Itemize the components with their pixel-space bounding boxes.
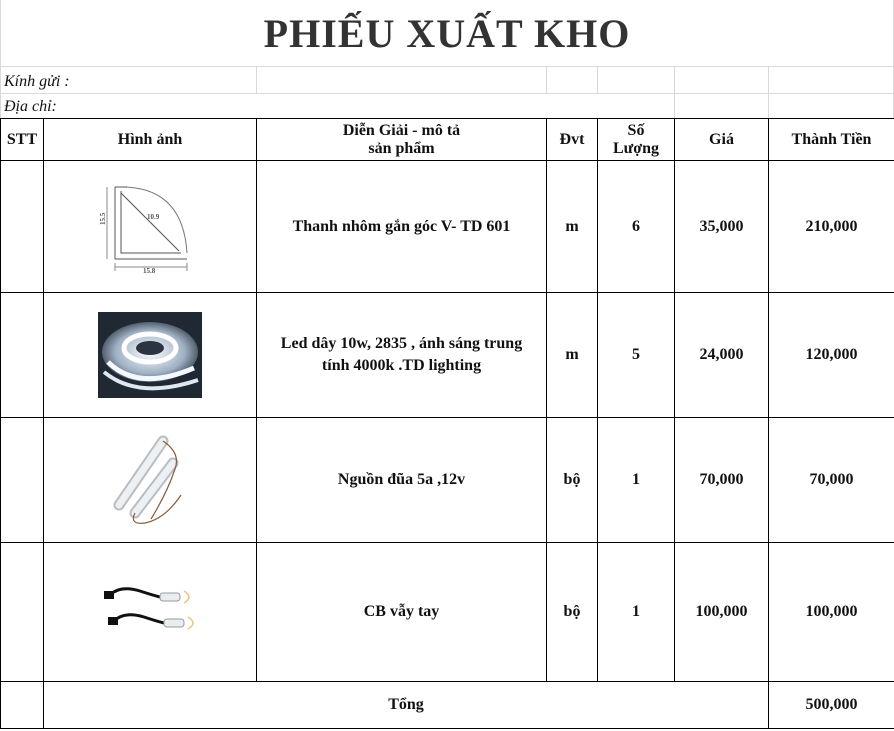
cell-description: [257, 418, 547, 543]
cell-total: 70,000: [769, 418, 894, 543]
description-line2: tính 4000k .TD lighting: [321, 357, 482, 374]
cell-unit: m: [547, 293, 598, 418]
table-header-row: [1, 119, 894, 161]
gridline: [768, 66, 769, 118]
description-line1: Nguồn đũa 5a ,12v: [337, 471, 466, 488]
cell-stt: [1, 543, 44, 682]
cell-total: 120,000: [769, 293, 894, 418]
gridline: [256, 66, 257, 93]
table-row: [1, 293, 894, 418]
cell-stt: [1, 293, 44, 418]
cell-description: [257, 543, 547, 682]
header-quantity: [598, 119, 675, 161]
aluminum-corner-profile-icon: [95, 179, 205, 274]
hand-wave-sensor-icon: [100, 577, 200, 647]
gridline: [546, 66, 547, 93]
gridline: [0, 93, 894, 94]
dimension-label-height: 15.5: [99, 212, 107, 225]
cell-stt: [1, 418, 44, 543]
cell-quantity: 5: [598, 293, 675, 418]
header-price: Giá: [675, 119, 769, 161]
cell-price: 100,000: [675, 543, 769, 682]
cell-description: [257, 293, 547, 418]
cell-unit: bộ: [547, 418, 598, 543]
recipient-label: Kính gửi :: [4, 73, 70, 90]
cell-image: [44, 161, 257, 293]
header-total: Thành Tiền: [769, 119, 894, 161]
power-supply-sticks-icon: [105, 433, 195, 527]
cell-image: [44, 418, 257, 543]
cell-stt: [1, 161, 44, 293]
gridline: [674, 66, 675, 118]
description-line1: Thanh nhôm gắn góc V- TD 601: [292, 217, 511, 235]
dimension-label-diagonal: 10.9: [147, 213, 160, 221]
header-quantity-line2: Lượng: [612, 139, 660, 157]
table-row: [1, 418, 894, 543]
cell-stt: [1, 682, 44, 729]
gridline: [597, 66, 598, 93]
header-unit: Đvt: [547, 119, 598, 161]
header-stt: STT: [1, 119, 44, 161]
description-line1: CB vẫy tay: [363, 603, 440, 620]
cell-total: 100,000: [769, 543, 894, 682]
gridline: [0, 0, 1, 118]
cell-image: [44, 543, 257, 682]
cell-unit: m: [547, 161, 598, 293]
address-label: Địa chỉ:: [4, 98, 57, 115]
table-row: [1, 161, 894, 293]
description-line1: Led dây 10w, 2835 , ánh sáng trung: [280, 335, 523, 352]
dimension-label-width: 15.8: [143, 267, 156, 274]
header-image: Hình ảnh: [44, 119, 257, 161]
cell-description: [257, 161, 547, 293]
items-table: [0, 118, 894, 729]
header-quantity-line1: Số: [627, 121, 645, 139]
cell-image: [44, 293, 257, 418]
cell-quantity: 1: [598, 543, 675, 682]
grand-total: 500,000: [769, 682, 894, 729]
header-description-line1: Diễn Giải - mô tả: [342, 121, 461, 139]
total-row: [1, 682, 894, 729]
table-row: [1, 543, 894, 682]
header-description-line2: sản phẩm: [368, 139, 435, 157]
cell-quantity: 1: [598, 418, 675, 543]
total-label: Tổng: [44, 682, 769, 729]
cell-price: 70,000: [675, 418, 769, 543]
cell-price: 24,000: [675, 293, 769, 418]
cell-price: 35,000: [675, 161, 769, 293]
header-description: [257, 119, 547, 161]
led-strip-reel-icon: [98, 312, 202, 398]
cell-unit: bộ: [547, 543, 598, 682]
cell-quantity: 6: [598, 161, 675, 293]
page-title: PHIẾU XUẤT KHO: [0, 0, 894, 67]
cell-total: 210,000: [769, 161, 894, 293]
